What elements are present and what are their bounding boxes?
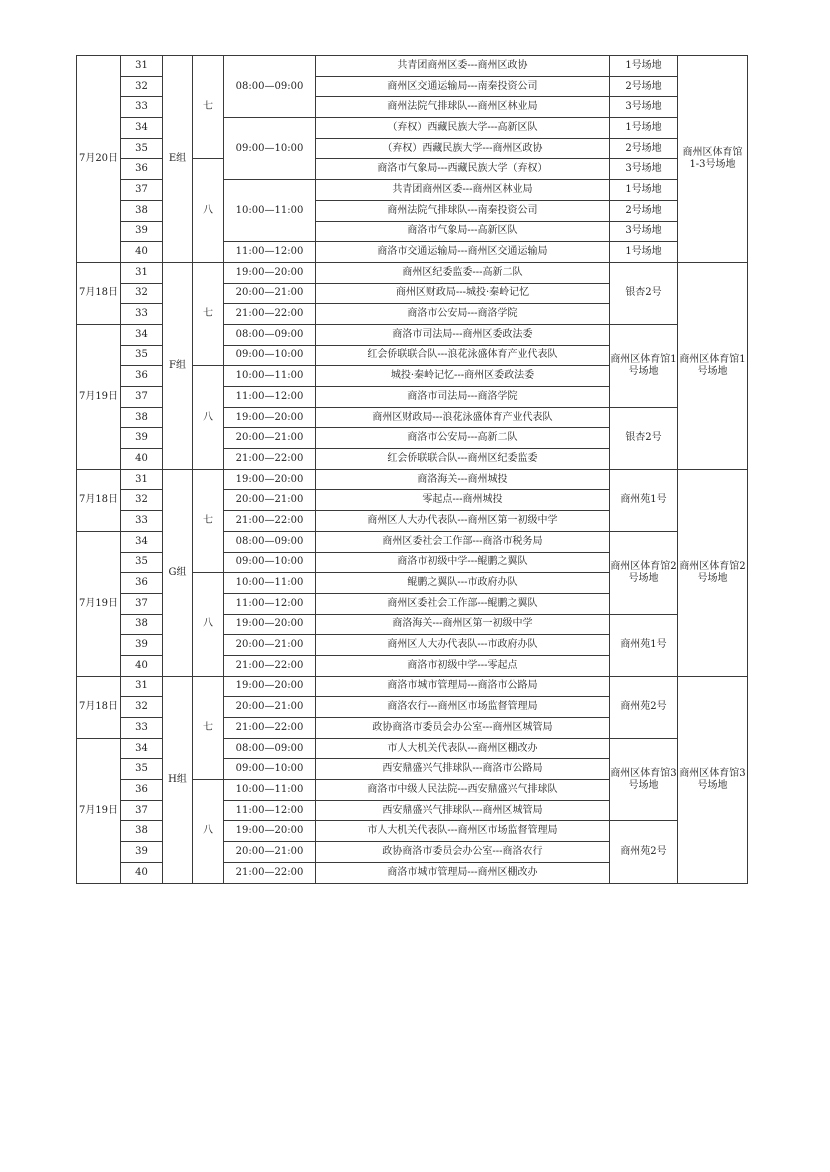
match-number: 35 (121, 759, 163, 780)
match-number: 37 (121, 180, 163, 201)
round-cell: 八 (193, 366, 224, 469)
table-row (77, 56, 748, 77)
time-cell: 10:00—11:00 (224, 780, 316, 801)
match-number: 34 (121, 738, 163, 759)
match-number: 39 (121, 428, 163, 449)
match-cell: 商洛市中级人民法院---西安鼎盛兴气排球队 (316, 780, 610, 801)
match-cell: 共青团商州区委---商州区林业局 (316, 180, 610, 201)
time-cell: 21:00—22:00 (224, 655, 316, 676)
match-cell: 商洛市司法局---商洛学院 (316, 387, 610, 408)
match-cell: 商洛市气象局---高新区队 (316, 221, 610, 242)
match-number: 35 (121, 345, 163, 366)
match-number: 38 (121, 614, 163, 635)
venue-cell: 3号场地 (610, 97, 678, 118)
time-cell: 20:00—21:00 (224, 842, 316, 863)
match-cell: 商州区交通运输局---南秦投资公司 (316, 76, 610, 97)
time-cell: 21:00—22:00 (224, 862, 316, 883)
venue-cell: 商州苑2号 (610, 821, 678, 883)
venue-cell: 商州区体育馆1号场地 (610, 324, 678, 407)
date-cell: 7月20日 (77, 56, 121, 263)
round-cell: 七 (193, 262, 224, 365)
match-cell: 商州区人大办代表队---市政府办队 (316, 635, 610, 656)
match-cell: 商州法院气排球队---南秦投资公司 (316, 200, 610, 221)
venue-cell: 2号场地 (610, 138, 678, 159)
time-cell: 21:00—22:00 (224, 449, 316, 470)
match-number: 36 (121, 159, 163, 180)
group-label: H组 (163, 676, 193, 883)
time-cell: 19:00—20:00 (224, 469, 316, 490)
match-number: 34 (121, 531, 163, 552)
match-number: 39 (121, 842, 163, 863)
match-cell: 商洛市公安局---商洛学院 (316, 304, 610, 325)
match-number: 34 (121, 118, 163, 139)
date-cell: 7月19日 (77, 531, 121, 676)
match-cell: 商洛市初级中学---鲲鹏之翼队 (316, 552, 610, 573)
match-number: 38 (121, 407, 163, 428)
round-cell: 八 (193, 159, 224, 262)
date-cell: 7月18日 (77, 676, 121, 738)
match-cell: 共青团商州区委---商州区政协 (316, 56, 610, 77)
schedule-table (76, 55, 748, 884)
group-label: G组 (163, 469, 193, 676)
match-cell: 商州区纪委监委---高新二队 (316, 262, 610, 283)
match-cell: 鲲鹏之翼队---市政府办队 (316, 573, 610, 594)
match-cell: 商洛海关---商州城投 (316, 469, 610, 490)
match-number: 38 (121, 200, 163, 221)
match-cell: 商洛市司法局---商州区委政法委 (316, 324, 610, 345)
time-cell: 10:00—11:00 (224, 180, 316, 242)
match-number: 32 (121, 490, 163, 511)
time-cell: 20:00—21:00 (224, 490, 316, 511)
time-cell: 19:00—20:00 (224, 676, 316, 697)
venue-cell: 银杏2号 (610, 262, 678, 324)
time-cell: 11:00—12:00 (224, 387, 316, 408)
match-number: 36 (121, 366, 163, 387)
time-cell: 20:00—21:00 (224, 697, 316, 718)
match-cell: 西安鼎盛兴气排球队---商洛市公路局 (316, 759, 610, 780)
time-cell: 21:00—22:00 (224, 304, 316, 325)
match-number: 37 (121, 387, 163, 408)
match-cell: 商洛海关---商州区第一初级中学 (316, 614, 610, 635)
round-cell: 七 (193, 676, 224, 779)
date-cell: 7月18日 (77, 262, 121, 324)
match-number: 40 (121, 449, 163, 470)
date-cell: 7月18日 (77, 469, 121, 531)
time-cell: 10:00—11:00 (224, 366, 316, 387)
time-cell: 21:00—22:00 (224, 718, 316, 739)
match-cell: 商洛农行---商州区市场监督管理局 (316, 697, 610, 718)
time-cell: 19:00—20:00 (224, 262, 316, 283)
time-cell: 09:00—10:00 (224, 118, 316, 180)
match-cell: 商州区财政局---城投·秦岭记忆 (316, 283, 610, 304)
round-cell: 七 (193, 56, 224, 159)
venue-cell: 2号场地 (610, 76, 678, 97)
match-cell: 商洛市城市管理局---商洛市公路局 (316, 676, 610, 697)
time-cell: 08:00—09:00 (224, 531, 316, 552)
hall-cell: 商州区体育馆3号场地 (678, 676, 748, 883)
match-cell: 政协商洛市委员会办公室---商州区城管局 (316, 718, 610, 739)
time-cell: 19:00—20:00 (224, 821, 316, 842)
match-cell: 西安鼎盛兴气排球队---商州区城管局 (316, 800, 610, 821)
date-cell: 7月19日 (77, 738, 121, 883)
match-number: 31 (121, 262, 163, 283)
match-cell: 市人大机关代表队---商州区棚改办 (316, 738, 610, 759)
time-cell: 10:00—11:00 (224, 573, 316, 594)
match-number: 34 (121, 324, 163, 345)
hall-cell: 商州区体育馆1-3号场地 (678, 56, 748, 263)
round-cell: 八 (193, 780, 224, 883)
match-cell: 商洛市公安局---高新二队 (316, 428, 610, 449)
match-cell: （弃权）西藏民族大学---高新区队 (316, 118, 610, 139)
time-cell: 08:00—09:00 (224, 56, 316, 118)
match-cell: 商州区人大办代表队---商州区第一初级中学 (316, 511, 610, 532)
match-number: 31 (121, 56, 163, 77)
match-number: 31 (121, 676, 163, 697)
venue-cell: 1号场地 (610, 56, 678, 77)
time-cell: 20:00—21:00 (224, 283, 316, 304)
time-cell: 09:00—10:00 (224, 345, 316, 366)
venue-cell: 1号场地 (610, 180, 678, 201)
time-cell: 19:00—20:00 (224, 614, 316, 635)
match-number: 35 (121, 552, 163, 573)
table-row (77, 676, 748, 697)
venue-cell: 2号场地 (610, 200, 678, 221)
venue-cell: 商州区体育馆3号场地 (610, 738, 678, 821)
hall-cell: 商州区体育馆1号场地 (678, 262, 748, 469)
match-cell: 红会侨联联合队---商州区纪委监委 (316, 449, 610, 470)
time-cell: 11:00—12:00 (224, 593, 316, 614)
venue-cell: 商州苑1号 (610, 614, 678, 676)
match-number: 40 (121, 242, 163, 263)
venue-cell: 3号场地 (610, 221, 678, 242)
match-number: 33 (121, 511, 163, 532)
match-number: 33 (121, 718, 163, 739)
match-cell: 零起点---商州城投 (316, 490, 610, 511)
match-number: 32 (121, 283, 163, 304)
match-cell: （弃权）西藏民族大学---商州区政协 (316, 138, 610, 159)
match-number: 31 (121, 469, 163, 490)
venue-cell: 3号场地 (610, 159, 678, 180)
match-number: 32 (121, 76, 163, 97)
time-cell: 20:00—21:00 (224, 428, 316, 449)
group-label: E组 (163, 56, 193, 263)
venue-cell: 商州苑1号 (610, 469, 678, 531)
match-number: 32 (121, 697, 163, 718)
match-cell: 红会侨联联合队---浪花泳盛体育产业代表队 (316, 345, 610, 366)
time-cell: 11:00—12:00 (224, 242, 316, 263)
match-cell: 商州法院气排球队---商州区林业局 (316, 97, 610, 118)
match-number: 36 (121, 573, 163, 594)
match-cell: 市人大机关代表队---商州区市场监督管理局 (316, 821, 610, 842)
match-cell: 城投·秦岭记忆---商州区委政法委 (316, 366, 610, 387)
time-cell: 09:00—10:00 (224, 552, 316, 573)
match-number: 33 (121, 304, 163, 325)
match-number: 35 (121, 138, 163, 159)
time-cell: 08:00—09:00 (224, 738, 316, 759)
table-row (77, 262, 748, 283)
venue-cell: 1号场地 (610, 242, 678, 263)
round-cell: 八 (193, 573, 224, 676)
date-cell: 7月19日 (77, 324, 121, 469)
hall-cell: 商州区体育馆2号场地 (678, 469, 748, 676)
venue-cell: 商州苑2号 (610, 676, 678, 738)
match-number: 38 (121, 821, 163, 842)
round-cell: 七 (193, 469, 224, 572)
match-cell: 商洛市城市管理局---商州区棚改办 (316, 862, 610, 883)
match-cell: 商州区委社会工作部---商洛市税务局 (316, 531, 610, 552)
match-cell: 商洛市交通运输局---商州区交通运输局 (316, 242, 610, 263)
match-number: 39 (121, 221, 163, 242)
match-number: 33 (121, 97, 163, 118)
match-number: 39 (121, 635, 163, 656)
time-cell: 09:00—10:00 (224, 759, 316, 780)
time-cell: 08:00—09:00 (224, 324, 316, 345)
venue-cell: 银杏2号 (610, 407, 678, 469)
match-number: 40 (121, 655, 163, 676)
match-cell: 商洛市初级中学---零起点 (316, 655, 610, 676)
match-number: 37 (121, 800, 163, 821)
venue-cell: 1号场地 (610, 118, 678, 139)
match-cell: 商州区财政局---浪花泳盛体育产业代表队 (316, 407, 610, 428)
time-cell: 20:00—21:00 (224, 635, 316, 656)
match-cell: 商洛市气象局---西藏民族大学（弃权） (316, 159, 610, 180)
match-number: 37 (121, 593, 163, 614)
match-number: 36 (121, 780, 163, 801)
time-cell: 19:00—20:00 (224, 407, 316, 428)
match-cell: 政协商洛市委员会办公室---商洛农行 (316, 842, 610, 863)
match-number: 40 (121, 862, 163, 883)
table-row (77, 469, 748, 490)
match-cell: 商州区委社会工作部---鲲鹏之翼队 (316, 593, 610, 614)
venue-cell: 商州区体育馆2号场地 (610, 531, 678, 614)
group-label: F组 (163, 262, 193, 469)
time-cell: 11:00—12:00 (224, 800, 316, 821)
time-cell: 21:00—22:00 (224, 511, 316, 532)
